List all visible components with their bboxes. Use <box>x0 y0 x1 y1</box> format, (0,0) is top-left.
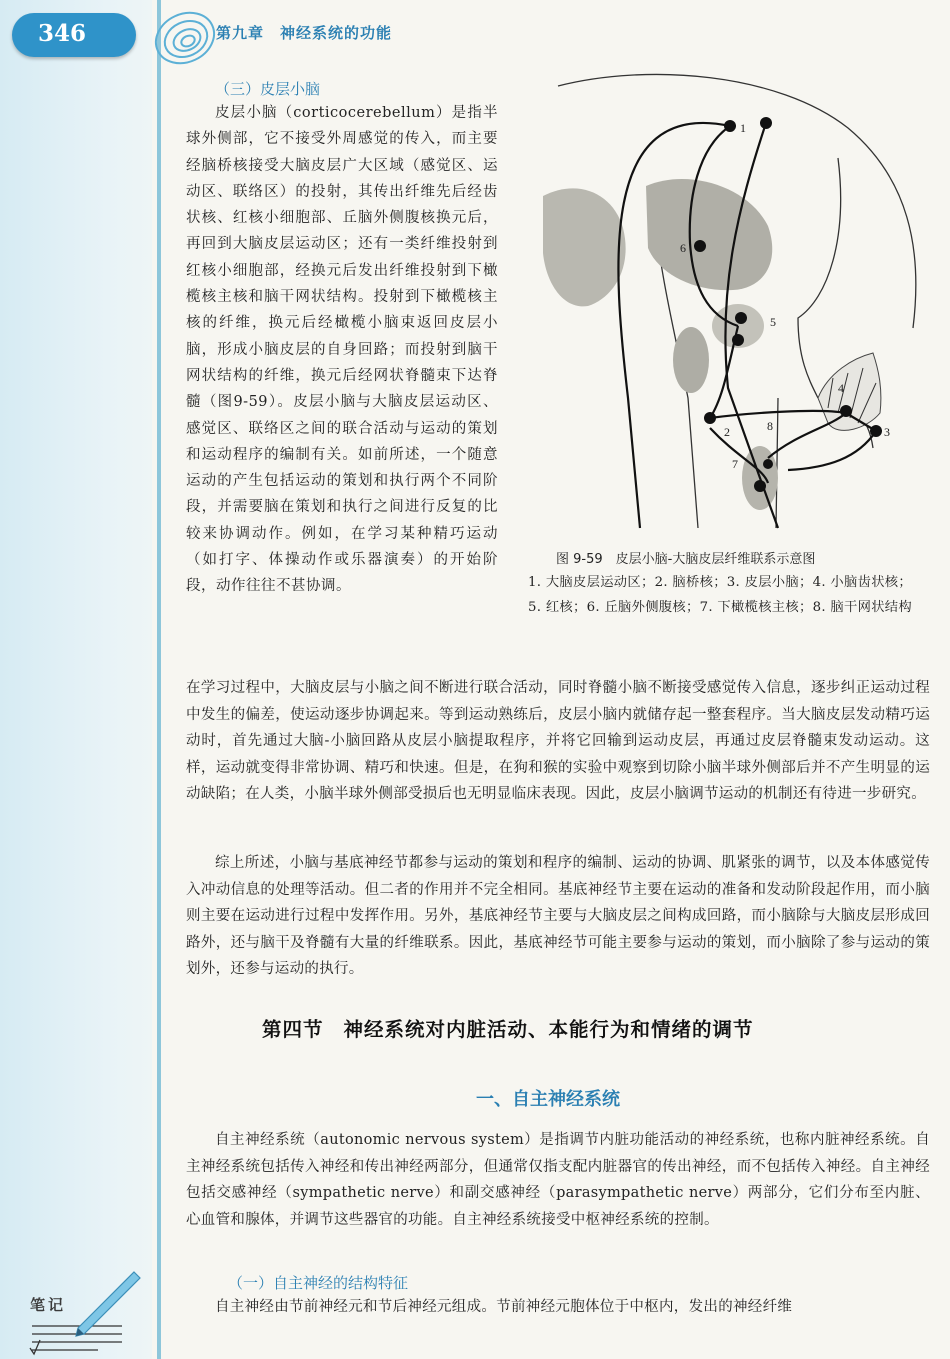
paragraph-corticocerebellum: 皮层小脑（corticocerebellum）是指半球外侧部，它不接受外周感觉的传入，而主要经脑桥核接受大脑皮层广大区域（感觉区、运动区、联络区）的投射，其传出纤维先后经齿状核、红核小细胞部、丘脑外侧腹核换元后，再回到大脑皮层运动区；还有一类纤维投射到红核小细胞部，经换元后发出纤维投射到下橄榄核主核和脑干网状结构。投射到下橄榄核主核的纤维，换元后经橄榄小脑束返回皮层小脑，形成小脑皮层的自身回路；而投射到脑干网状结构的纤维，换元后经网状脊髓束下达脊髓（图9-59）。皮层小脑与大脑皮层运动区、感觉区、联络区之间的联合活动与运动的策划和运动程序的编制有关。如前所述，一个随意运动的产生包括运动的策划和执行两个不同阶段，并需要脑在策划和执行之间进行反复的比较来协调动作。例如，在学习某种精巧运动（如打字、体操动作或乐器演奏）的开始阶段，动作往往不甚协调。 <box>186 105 498 595</box>
figure-legend: 1. 大脑皮层运动区；2. 脑桥核；3. 皮层小脑；4. 小脑齿状核；5. 红核；6. 丘脑外侧腹核；7. 下橄榄核主核；8. 脑干网状结构 <box>528 575 912 615</box>
subsection-title-structure: （一）自主神经的结构特征 <box>228 1274 409 1292</box>
notes-label: 笔记 <box>30 1296 67 1314</box>
paragraph-learning-process: 在学习过程中，大脑皮层与小脑之间不断进行联合活动，同时脊髓小脑不断接受感觉传入信息，逐步纠正运动过程中发生的偏差，使运动逐步协调起来。等到运动熟练后，皮层小脑内就储存起一整套程序。当大脑皮层发动精巧运动时，首先通过大脑-小脑回路从皮层小脑提取程序，并将它回输到运动皮层，再通过皮层脊髓束发动运动。这样，运动就变得非常协调、精巧和快速。但是，在狗和猴的实验中观察到切除小脑半球外侧部后并不产生明显的运动缺陷；在人类，小脑半球外侧部受损后也无明显临床表现。因此，皮层小脑调节运动的机制还有待进一步研究。 <box>186 680 930 802</box>
paragraph-autonomic: 自主神经系统（autonomic nervous system）是指调节内脏功能活动的神经系统，也称内脏神经系统。自主神经系统包括传入神经和传出神经两部分，但通常仅指支配内脏器官的传出神经，而不包括传入神经。自主神经包括交感神经（sympathetic nerve）和副交感神经（parasympathetic nerve）两部分，它们分布至内脏、心血管和腺体，并调节这些器官的功能。自主神经系统接受中枢神经系统的控制。 <box>186 1132 930 1228</box>
chapter-title: 第九章 神经系统的功能 <box>216 24 393 42</box>
page-number: 346 <box>38 20 87 47</box>
figure-label-4: 4 <box>838 381 844 395</box>
figure-label-5: 5 <box>770 315 776 329</box>
section-number: 第四节 <box>262 1018 324 1041</box>
subsection-title-cortical-cerebellum: （三）皮层小脑 <box>215 80 321 98</box>
paragraph-structure: 自主神经由节前神经元和节后神经元组成。节前神经元胞体位于中枢内，发出的神经纤维 <box>215 1299 793 1315</box>
figure-caption: 图 9-59 皮层小脑-大脑皮层纤维联系示意图 <box>556 552 816 567</box>
figure-label-2: 2 <box>724 425 730 439</box>
swirl-logo-icon <box>150 2 220 74</box>
figure-label-3: 3 <box>884 425 890 439</box>
margin-divider <box>157 0 161 1359</box>
figure-label-7: 7 <box>732 457 738 471</box>
section-title <box>262 1014 754 1042</box>
figure-label-8: 8 <box>767 419 773 433</box>
margin-sidebar <box>0 0 152 1359</box>
figure-label-1: 1 <box>740 121 746 135</box>
pencil-icon <box>62 1266 142 1346</box>
part-title-autonomic: 一、自主神经系统 <box>476 1089 620 1110</box>
paragraph-summary: 综上所述，小脑与基底神经节都参与运动的策划和程序的编制、运动的协调、肌紧张的调节，以及本体感觉传入冲动信息的处理等活动。但二者的作用并不完全相同。基底神经节主要在运动的准备和发动阶段起作用，而小脑则主要在运动进行过程中发挥作用。另外，基底神经节主要与大脑皮层之间构成回路，而小脑除与大脑皮层形成回路外，还与脑干及脊髓有大量的纤维联系。因此，基底神经节可能主要参与运动的策划，而小脑除了参与运动的策划外，还参与运动的执行。 <box>186 855 930 977</box>
section-heading: 神经系统对内脏活动、本能行为和情绪的调节 <box>343 1018 754 1041</box>
figure-cerebrocerebellar-diagram <box>528 68 924 538</box>
figure-label-6: 6 <box>680 241 686 255</box>
